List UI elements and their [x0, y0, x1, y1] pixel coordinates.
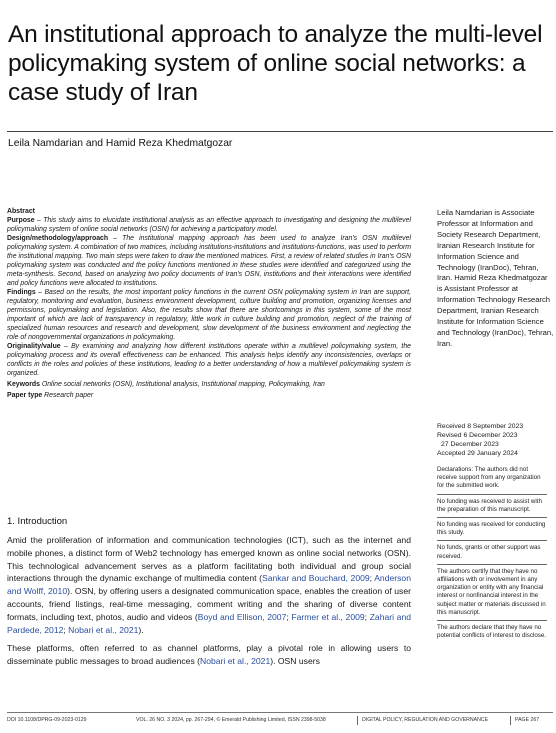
article-dates — [437, 423, 555, 459]
intro-text: ). OSN, by offering users a designated communication space, enables the creation of user accounts, friend listings, real-time messaging, comment writing and the sharing of diverse content formats, including text, photos, audio and videos ( — [7, 586, 411, 622]
title-divider — [7, 131, 553, 132]
declaration-item: No funding was received for conducting this study. — [437, 521, 547, 541]
findings-text: – Based on the results, the most important policy functions in the current OSN policymaking system in Iran are support, regulatory, monitoring and evaluation, business environment development, culture building and promotion, organizing licenses and permissions, policymaking and legislation. Also, the results show that there are shortcomings in this system, some of the most important of which are lack of transparency in regulatory, little work in culture building and promotion, neglect of the training of specialized human resources and research and development, slow development of the business environment and neglecting the role of nongovernmental organizations in policymaking. — [7, 289, 411, 341]
citation-link[interactable]: Nobari et al., 2021 — [200, 656, 271, 667]
introduction-heading: 1. Introduction — [7, 516, 68, 527]
footer-separator — [510, 716, 511, 725]
declaration-item: No funding was received to assist with the preparation of this manuscript. — [437, 498, 547, 518]
citation-link[interactable]: Boyd and Ellison, 2007 — [197, 611, 287, 622]
citation-link[interactable]: Anderson and Wolff, 2010 — [7, 573, 411, 597]
keywords-label: Keywords — [7, 381, 40, 388]
design-label: Design/methodology/approach — [7, 235, 109, 242]
author-line: Leila Namdarian and Hamid Reza Khedmatgozar — [8, 138, 233, 149]
intro-text: ; — [63, 624, 69, 635]
abstract-design — [7, 234, 411, 288]
citation-link[interactable]: Sankar and Bouchard, 2009 — [261, 573, 370, 584]
abstract-section — [7, 207, 411, 400]
citation-link[interactable]: Zahari and Pardede, 2012 — [7, 611, 411, 635]
abstract-paper-type — [7, 391, 411, 400]
abstract-purpose — [7, 216, 411, 234]
declarations — [437, 466, 547, 646]
intro-text: These platforms, often referred to as channel platforms, play a pivotal role in allowing users to disseminate public messages to broad audiences ( — [7, 643, 411, 667]
keywords-text: Online social networks (OSN), Institutional analysis, Institutional mapping, Policymaking, Iran — [39, 381, 325, 388]
footer-divider — [7, 712, 553, 713]
purpose-label: Purpose — [7, 217, 35, 224]
author-bio: Leila Namdarian is Associate Professor at Information and Society Research Department, Iranian Research Institute for Information Science and Technology (IranDoc), Tehran, Iran. Hamid Reza Khedmatgozar is Assistant Professor at Information Technology Research Department, Iranian Research Institute for Information Science and Technology (IranDoc), Tehran, Iran. — [437, 208, 554, 348]
declaration-item: Declarations: The authors did not receive support from any organization for the submitted work. — [437, 466, 547, 495]
intro-text: ; — [364, 611, 370, 622]
footer-page: PAGE 267 — [515, 717, 540, 723]
originality-label: Originality/value — [7, 343, 61, 350]
abstract-originality — [7, 342, 411, 378]
citation-link[interactable]: Nobari et al., 2021 — [68, 624, 139, 635]
intro-text: ). — [138, 624, 144, 635]
footer-journal: DIGITAL POLICY, REGULATION AND GOVERNANCE — [362, 717, 489, 723]
introduction-body — [7, 534, 411, 674]
revised-date-2: 27 December 2023 — [441, 440, 499, 448]
article-title: An institutional approach to analyze the multi-level policymaking system of online social networks: a case study of Iran — [8, 21, 543, 107]
declaration-item: The authors declare that they have no potential conflicts of interest to disclose. — [437, 624, 547, 640]
revised-date: Revised 6 December 2023 — [437, 431, 518, 439]
declaration-item: No funds, grants or other support was received. — [437, 544, 547, 564]
abstract-findings — [7, 288, 411, 342]
intro-text: ; — [369, 573, 375, 584]
purpose-text: – This study aims to elucidate institutional analysis as an effective approach to investigating and designing the multilevel policymaking system of online social networks (OSN) for achieving a participatory model. — [7, 217, 411, 233]
intro-text: ; — [286, 611, 292, 622]
paper-type-text: Research paper — [42, 392, 94, 399]
intro-paragraph-2 — [7, 642, 411, 668]
abstract-heading: Abstract — [7, 208, 35, 215]
footer-doi: DOI 10.1108/DPRG-09-2023-0129 — [7, 717, 87, 723]
footer-separator — [357, 716, 358, 725]
intro-text: Amid the proliferation of information and communication technologies (ICT), such as the internet and mobile phones, a distinct form of Web2 technology has emerged known as online social networks (OSN). This technological advancement serves as a platform facilitating both individual and group social interactions through the dynamic exchange of multimedia content ( — [7, 535, 411, 584]
citation-link[interactable]: Farmer et al., 2009 — [291, 611, 365, 622]
intro-text: ). OSN users — [270, 656, 320, 667]
design-text: – The institutional mapping approach has been used to analyze Iran's OSN multilevel policymaking system. A combination of two matrices, including institutions-institutions and institutions-functions, was used to perform the institutional mapping. Two main steps were taken to draw the mentioned matrices. First, a review of related studies in Iran's OSN policymaking system was conducted and the policy functions mentioned in these studies were identified and categorized using the meta-synthesis. Second, based on analyzing two policy documents of Iran's OSN, institutions and their interactions were identified and policy functions were allocated to institutions. — [7, 235, 411, 287]
findings-label: Findings — [7, 289, 36, 296]
originality-text: – By examining and analyzing how different institutions operate within a multilevel policymaking system, the policymaking process and its overall effectiveness can be enhanced. This analysis helps identify any inconsistencies, overlaps or conflicts in the roles and policies of these institutions, leading to a better understanding of how a multilevel policymaking system is organized. — [7, 343, 411, 377]
abstract-keywords — [7, 380, 411, 389]
declaration-item: The authors certify that they have no affiliations with or involvement in any organization or entity with any financial interest or nonfinancial interest in the subject matter or materials discussed in this manuscript. — [437, 568, 547, 621]
intro-paragraph-1 — [7, 534, 411, 636]
accepted-date: Accepted 29 January 2024 — [437, 449, 518, 457]
paper-type-label: Paper type — [7, 392, 43, 399]
footer-volume: VOL. 26 NO. 3 2024, pp. 267-294, © Emerald Publishing Limited, ISSN 2398-5038 — [136, 717, 326, 723]
received-date: Received 8 September 2023 — [437, 423, 524, 430]
